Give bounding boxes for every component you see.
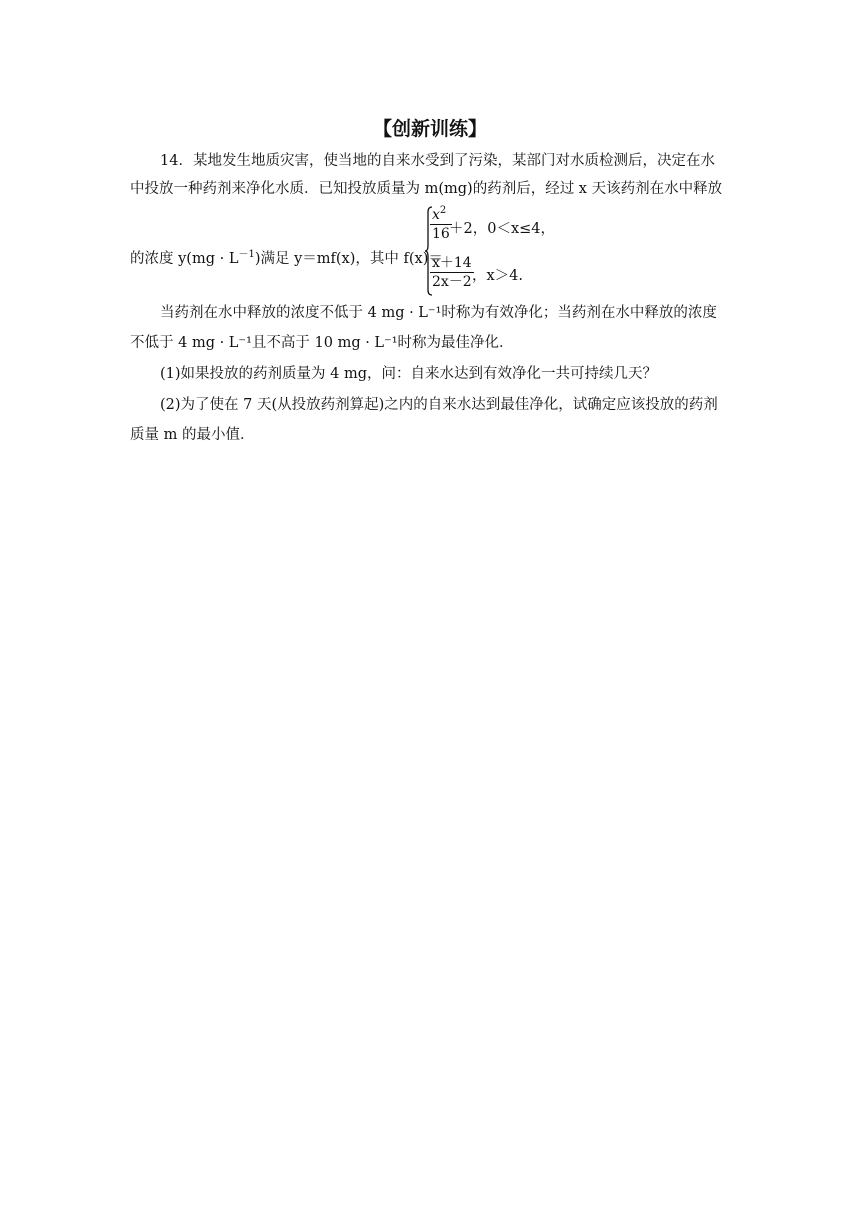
definition-line-1: 当药剂在水中释放的浓度不低于 4 mg · L⁻¹时称为有效净化；当药剂在水中释放的浓度 <box>160 305 717 321</box>
question-1: (1)如果投放的药剂质量为 4 mg，问：自来水达到有效净化一共可持续几天？ <box>160 366 658 382</box>
section-title: 【创新训练】 <box>372 118 487 140</box>
concentration-text: 的浓度 y(mg · L <box>130 251 239 267</box>
piece2-denominator: 2x－2 <box>432 274 472 290</box>
definition-line-2: 不低于 4 mg · L⁻¹且不高于 10 mg · L⁻¹时称为最佳净化． <box>130 335 514 351</box>
piece1-numerator-var: x <box>432 207 440 223</box>
piece1-exponent: 2 <box>439 205 447 216</box>
unit-exponent: －1 <box>238 249 255 260</box>
problem-line-1: 14．某地发生地质灾害，使当地的自来水受到了污染，某部门对水质检测后，决定在水 <box>160 153 715 169</box>
question-2-line-2: 质量 m 的最小值． <box>130 427 255 443</box>
piece1-denominator: 16 <box>432 226 450 242</box>
piece1-condition: ＋2，0＜x≤4， <box>449 221 556 237</box>
piece2-fraction <box>430 254 474 291</box>
question-2-line-1: (2)为了使在 7 天(从投放药剂算起)之内的自来水达到最佳净化，试确定应该投放的药剂 <box>160 397 718 413</box>
problem-line-3 <box>130 249 443 269</box>
piece2-numerator: x＋14 <box>432 255 472 271</box>
piece2-condition: ，x＞4. <box>472 268 524 284</box>
piecewise-function <box>425 206 585 296</box>
function-text: )满足 y＝mf(x)，其中 f(x)＝ <box>254 251 443 267</box>
problem-line-2: 中投放一种药剂来净化水质．已知投放质量为 m(mg)的药剂后，经过 x 天该药剂在水中释放 <box>130 181 723 197</box>
